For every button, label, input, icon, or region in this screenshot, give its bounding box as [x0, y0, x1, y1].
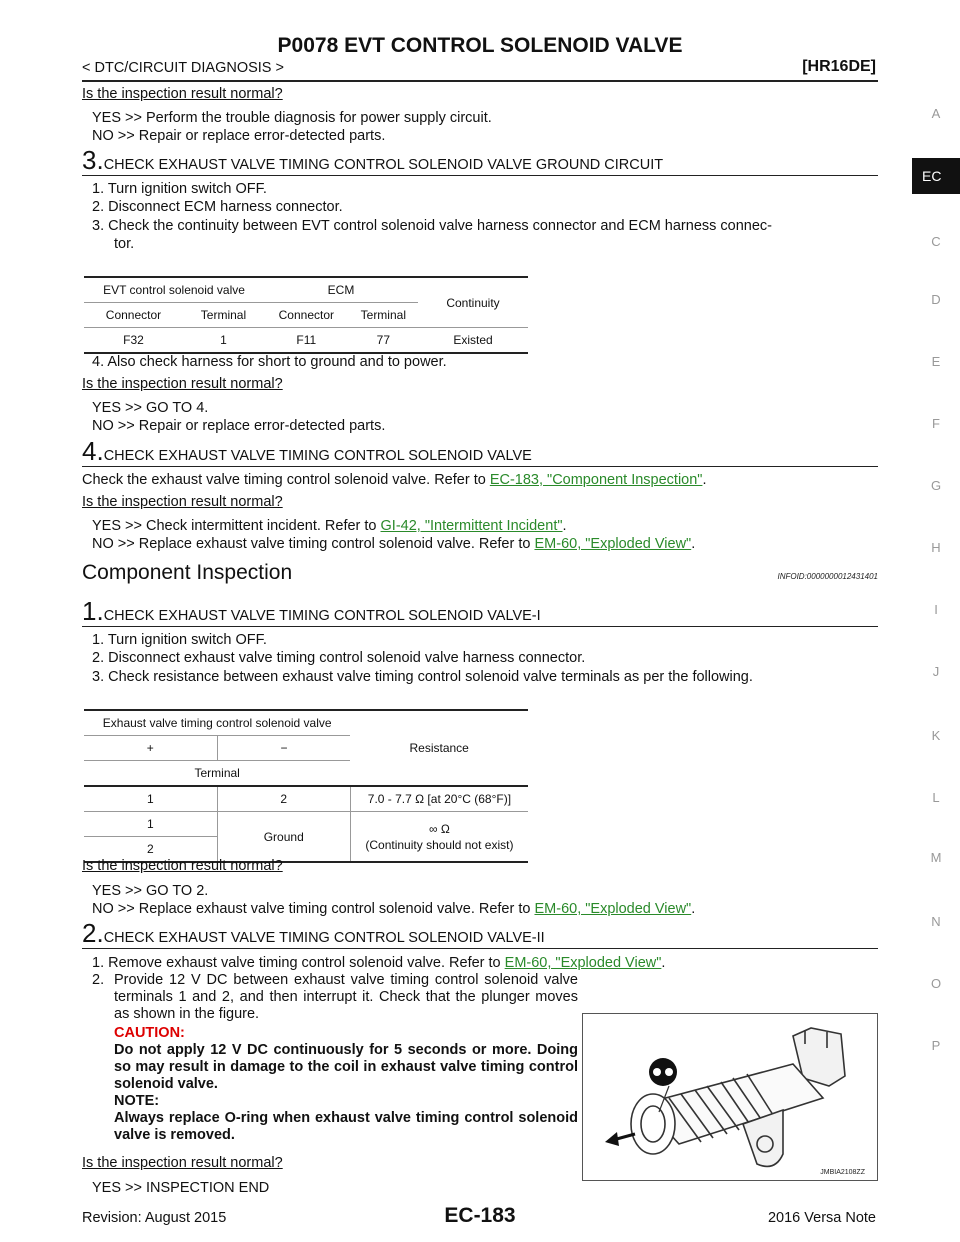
index-letter-a[interactable]: A	[931, 106, 941, 121]
c2-number: 2.	[82, 918, 104, 948]
no-3: NO >> Repair or replace error-detected parts.	[92, 418, 386, 434]
th-ecm: ECM	[264, 277, 418, 303]
revision: Revision: August 2015	[82, 1210, 227, 1226]
caution-text: Do not apply 12 V DC continuously for 5 seconds or more. Doing so may result in damage to the coil in exhaust valve timing control solenoid valve.	[114, 1042, 578, 1092]
model-year: 2016 Versa Note	[767, 1210, 876, 1226]
resistance-table	[84, 709, 528, 863]
th-resistance: Resistance	[350, 710, 528, 786]
th-connector-1: Connector	[84, 303, 183, 328]
solenoid-valve-figure	[582, 1013, 878, 1181]
view-eye-icon	[649, 1058, 677, 1086]
th-minus: −	[217, 736, 350, 761]
th-continuity: Continuity	[418, 277, 528, 328]
page-number: EC-183	[444, 1204, 516, 1227]
cell-inf	[350, 812, 528, 863]
c1-number: 1.	[82, 596, 104, 626]
cell-existed: Existed	[418, 328, 528, 354]
c1-item-3: 3. Check resistance between exhaust valve timing control solenoid valve terminals as per the following.	[92, 669, 753, 685]
th-terminal-2: Terminal	[349, 303, 418, 328]
yes-3: YES >> GO TO 4.	[92, 400, 209, 416]
index-letter-o[interactable]: O	[930, 976, 942, 991]
index-letter-k[interactable]: K	[931, 728, 941, 743]
cell-connector-f11: F11	[264, 328, 349, 354]
c2-item-2-number: 2.	[92, 972, 105, 988]
index-letter-p[interactable]: P	[931, 1038, 941, 1053]
cell-r1-plus: 1	[84, 786, 217, 812]
c1-item-2: 2. Disconnect exhaust valve timing control solenoid valve harness connector.	[92, 650, 586, 666]
info-id: INFOID:0000000012431401	[777, 572, 878, 581]
link-ec-183[interactable]: EC-183, "Component Inspection"	[489, 472, 703, 488]
index-letter-g[interactable]: G	[930, 478, 942, 493]
step-4-text-end: .	[702, 472, 707, 488]
step-4-number: 4.	[82, 436, 104, 466]
step-4-text	[82, 472, 706, 488]
c1-title: CHECK EXHAUST VALVE TIMING CONTROL SOLENOID VALVE-I	[103, 608, 541, 624]
link-em-60-a[interactable]: EM-60, "Exploded View"	[534, 536, 692, 552]
step-3-item-4: 4. Also check harness for short to ground and to power.	[92, 354, 447, 370]
note-text: Always replace O-ring when exhaust valve timing control solenoid valve is removed.	[114, 1110, 578, 1143]
th-evt-valve: EVT control solenoid valve	[84, 277, 264, 303]
no-c1-text: NO >> Replace exhaust valve timing control solenoid valve. Refer to	[92, 901, 535, 917]
question-3: Is the inspection result normal?	[82, 376, 283, 392]
index-letter-f[interactable]: F	[932, 416, 940, 431]
th-terminal-1: Terminal	[183, 303, 264, 328]
question-1: Is the inspection result normal?	[82, 86, 283, 102]
index-letter-l[interactable]: L	[932, 790, 940, 805]
th-terminal: Terminal	[84, 761, 350, 787]
engine-code: [HR16DE]	[802, 58, 876, 75]
index-letter-m[interactable]: M	[930, 850, 942, 865]
cell-terminal-1: 1	[183, 328, 264, 354]
index-letter-e[interactable]: E	[931, 354, 941, 369]
index-letter-d[interactable]: D	[931, 292, 941, 307]
c1-item-1: 1. Turn ignition switch OFF.	[92, 632, 267, 648]
question-4: Is the inspection result normal?	[82, 494, 283, 510]
c2-item-1-text: 1. Remove exhaust valve timing control solenoid valve. Refer to	[92, 955, 505, 971]
link-em-60-b[interactable]: EM-60, "Exploded View"	[534, 901, 692, 917]
index-letter-j[interactable]: J	[932, 664, 940, 679]
no-4-text: NO >> Replace exhaust valve timing control solenoid valve. Refer to	[92, 536, 535, 552]
th-valve-terminals: Exhaust valve timing control solenoid valve	[84, 710, 350, 736]
solenoid-valve-illustration	[583, 1014, 877, 1180]
step-4-rule	[82, 466, 878, 467]
step-4-heading	[82, 436, 532, 467]
index-letter-c[interactable]: C	[931, 234, 941, 249]
th-connector-2: Connector	[264, 303, 349, 328]
index-letter-n[interactable]: N	[931, 914, 941, 929]
yes-c1: YES >> GO TO 2.	[92, 883, 209, 899]
link-gi-42[interactable]: GI-42, "Intermittent Incident"	[380, 518, 563, 534]
question-c1: Is the inspection result normal?	[82, 858, 283, 874]
cell-r2-plus-2: 2	[84, 837, 217, 863]
header-rule	[82, 80, 878, 82]
section-title: Component Inspection	[82, 561, 293, 584]
yes-4: YES >> Check intermittent incident. Refer to GI-42, "Intermittent Incident".	[92, 518, 567, 534]
step-3-number: 3.	[82, 145, 104, 175]
c1-rule	[82, 626, 878, 627]
step-4-title: CHECK EXHAUST VALVE TIMING CONTROL SOLENOID VALVE	[103, 448, 532, 464]
step-3-item-2: 2. Disconnect ECM harness connector.	[92, 199, 343, 215]
step-3-item-3-cont: tor.	[114, 236, 135, 252]
cell-r1-minus: 2	[217, 786, 350, 812]
c1-heading	[82, 596, 541, 627]
table-row	[84, 328, 528, 354]
c2-heading	[82, 918, 545, 949]
question-c2: Is the inspection result normal?	[82, 1155, 283, 1171]
no-4: NO >> Replace exhaust valve timing control solenoid valve. Refer to EM-60, "Exploded View".	[92, 536, 696, 552]
link-em-60-c[interactable]: EM-60, "Exploded View"	[504, 955, 662, 971]
step-3-item-3: 3. Check the continuity between EVT control solenoid valve harness connector and ECM harness connec-	[92, 218, 772, 234]
page-title: P0078 EVT CONTROL SOLENOID VALVE	[277, 34, 683, 57]
yes-4-text: YES >> Check intermittent incident. Refer to	[92, 518, 381, 534]
c2-title: CHECK EXHAUST VALVE TIMING CONTROL SOLENOID VALVE-II	[103, 930, 545, 946]
figure-code: JMBIA2108ZZ	[820, 1169, 865, 1176]
index-letter-ec-active[interactable]: EC	[912, 158, 960, 194]
no-1: NO >> Repair or replace error-detected parts.	[92, 128, 386, 144]
c2-rule	[82, 948, 878, 949]
table-row	[84, 786, 528, 812]
caution-label: CAUTION:	[114, 1025, 185, 1041]
breadcrumb: < DTC/CIRCUIT DIAGNOSIS >	[82, 60, 284, 76]
index-letter-i[interactable]: I	[934, 602, 938, 617]
yes-1: YES >> Perform the trouble diagnosis for power supply circuit.	[92, 110, 492, 126]
c2-item-2-text: Provide 12 V DC between exhaust valve timing control solenoid valve terminals 1 and 2, and then interrupt it. Check that the plunger moves as shown in the figure.	[114, 972, 578, 1022]
step-3-heading	[82, 145, 663, 176]
cell-inf-note: (Continuity should not exist)	[365, 837, 514, 852]
no-c1: NO >> Replace exhaust valve timing control solenoid valve. Refer to EM-60, "Exploded View".	[92, 901, 696, 917]
cell-r2-plus-1: 1	[84, 812, 217, 837]
yes-c2: YES >> INSPECTION END	[92, 1180, 270, 1196]
cell-connector-f32: F32	[84, 328, 183, 354]
index-letter-h[interactable]: H	[931, 540, 941, 555]
continuity-table	[84, 276, 528, 354]
step-4-text-main: Check the exhaust valve timing control solenoid valve. Refer to	[82, 472, 490, 488]
cell-r1-resistance: 7.0 - 7.7 Ω [at 20°C (68°F)]	[350, 786, 528, 812]
note-label: NOTE:	[114, 1093, 160, 1109]
cell-terminal-77: 77	[349, 328, 418, 354]
step-3-item-1: 1. Turn ignition switch OFF.	[92, 181, 267, 197]
table-row	[84, 812, 528, 837]
step-3-rule	[82, 175, 878, 176]
step-3-title: CHECK EXHAUST VALVE TIMING CONTROL SOLENOID VALVE GROUND CIRCUIT	[103, 157, 664, 173]
th-plus: +	[84, 736, 217, 761]
cell-ground: Ground	[217, 812, 350, 863]
cell-inf-value: ∞ Ω	[428, 821, 450, 836]
c2-item-1: 1. Remove exhaust valve timing control solenoid valve. Refer to EM-60, "Exploded View".	[92, 955, 666, 971]
